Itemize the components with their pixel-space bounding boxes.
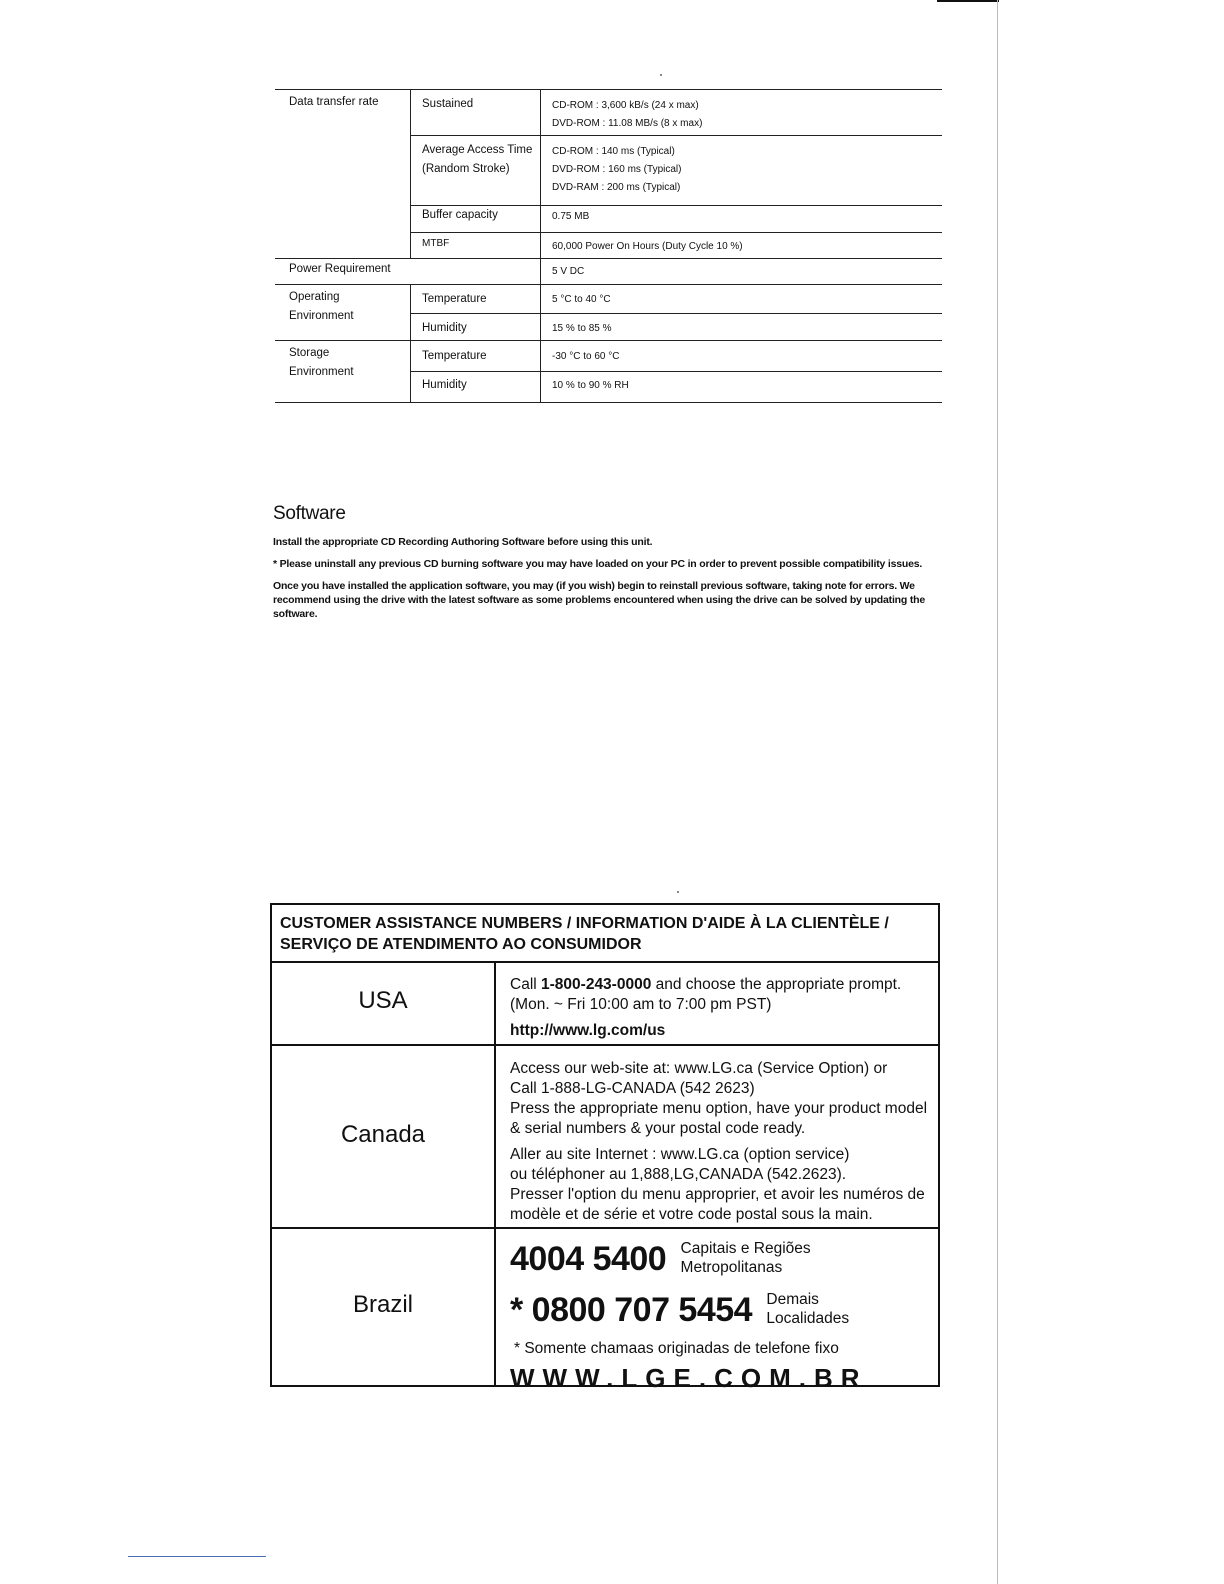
country-brazil: Brazil: [352, 1291, 413, 1318]
spec-label-operating: Operating Environment: [289, 291, 354, 322]
brazil-info: [510, 1239, 932, 1393]
canada-fr-3: Presser l'option du menu approprier, et avoir les numéros de modèle et de série et votre code postal sous la main.: [510, 1186, 925, 1223]
spec-value-mtbf: 60,000 Power On Hours (Duty Cycle 10 %): [552, 241, 743, 252]
spec-label-mtbf: MTBF: [422, 238, 450, 249]
brazil-phone-1-note: Capitais e Regiões Metropolitanas: [680, 1240, 811, 1276]
spec-label-sustained: Sustained: [422, 98, 474, 110]
spec-value-power: 5 V DC: [552, 266, 585, 277]
software-reinstall-paragraph: Once you have installed the application software, you may (if you wish) begin to reinstall previous software, taking note for errors. We recommend using the drive with the latest software as some problems encountered when using the drive can be solved by updating the software.: [273, 580, 925, 620]
canada-fr-2: ou téléphoner au 1,888,LG,CANADA (542.2623).: [510, 1166, 847, 1183]
canada-en-2: Call 1-888-LG-CANADA (542 2623): [510, 1080, 755, 1097]
customer-assistance-title: CUSTOMER ASSISTANCE NUMBERS / INFORMATION D'AIDE À LA CLIENTÈLE / SERVIÇO DE ATENDIMENTO AO CONSUMIDOR: [280, 915, 889, 953]
spec-value-op-humidity: 15 % to 85 %: [552, 323, 612, 334]
spec-label-st-humidity: Humidity: [422, 379, 467, 391]
canada-en-1: Access our web-site at: www.LG.ca (Service Option) or: [510, 1060, 888, 1077]
spec-label-op-temperature: Temperature: [422, 293, 487, 305]
spec-label-buffer: Buffer capacity: [422, 209, 498, 221]
spec-label-power: Power Requirement: [289, 263, 391, 275]
usa-info: [510, 975, 932, 1041]
spec-value-buffer: 0.75 MB: [552, 211, 590, 222]
spec-value-sustained: CD-ROM : 3,600 kB/s (24 x max) DVD-ROM : 11.08 MB/s (8 x max): [552, 100, 703, 129]
software-heading: Software: [273, 503, 346, 524]
spec-label-storage: Storage Environment: [289, 347, 354, 378]
spec-value-average-access: CD-ROM : 140 ms (Typical) DVD-ROM : 160 ms (Typical) DVD-RAM : 200 ms (Typical): [552, 146, 682, 193]
spec-label-st-temperature: Temperature: [422, 350, 487, 362]
customer-assistance-box: [270, 903, 940, 1393]
spec-label-op-humidity: Humidity: [422, 322, 467, 334]
country-canada: Canada: [340, 1121, 426, 1148]
usa-phone: 1-800-243-0000: [541, 976, 652, 993]
spec-label-average-access: Average Access Time (Random Stroke): [422, 144, 533, 175]
brazil-web-link[interactable]: WWW.LGE.COM.BR: [510, 1363, 868, 1393]
spec-table: [275, 89, 942, 404]
scan-edge-bottom: [128, 1556, 266, 1557]
canada-fr-1: Aller au site Internet : www.LG.ca (option service): [510, 1146, 850, 1163]
software-section: [273, 503, 953, 629]
scan-edge-top: [937, 0, 999, 2]
usa-call-prefix: Call: [510, 976, 542, 993]
canada-info: [510, 1059, 932, 1225]
software-uninstall-note: * Please uninstall any previous CD burning software you may have loaded on your PC in order to prevent possible compatibility issues.: [273, 558, 923, 570]
scan-speck: [660, 74, 662, 76]
software-install-line: Install the appropriate CD Recording Authoring Software before using this unit.: [273, 536, 653, 548]
country-usa: USA: [358, 987, 408, 1014]
brazil-phone-2: * 0800 707 5454: [510, 1291, 753, 1329]
spec-value-st-humidity: 10 % to 90 % RH: [552, 380, 629, 391]
brazil-phone-2-note: Demais Localidades: [766, 1291, 850, 1327]
brazil-phone-1: 4004 5400: [510, 1240, 667, 1278]
scan-speck: [677, 891, 679, 893]
spec-value-st-temperature: -30 °C to 60 °C: [552, 351, 620, 362]
spec-label-data-transfer: Data transfer rate: [289, 96, 379, 108]
usa-hours: (Mon. ~ Fri 10:00 am to 7:00 pm PST): [510, 996, 772, 1013]
spec-value-op-temperature: 5 °C to 40 °C: [552, 294, 611, 305]
brazil-footnote: * Somente chamaas originadas de telefone fixo: [514, 1340, 839, 1357]
usa-url-link[interactable]: http://www.lg.com/us: [510, 1022, 666, 1039]
canada-en-3: Press the appropriate menu option, have your product model & serial numbers & your postal code ready.: [510, 1100, 928, 1137]
usa-call-suffix: and choose the appropriate prompt.: [651, 976, 902, 993]
scan-edge-right: [997, 0, 998, 1584]
